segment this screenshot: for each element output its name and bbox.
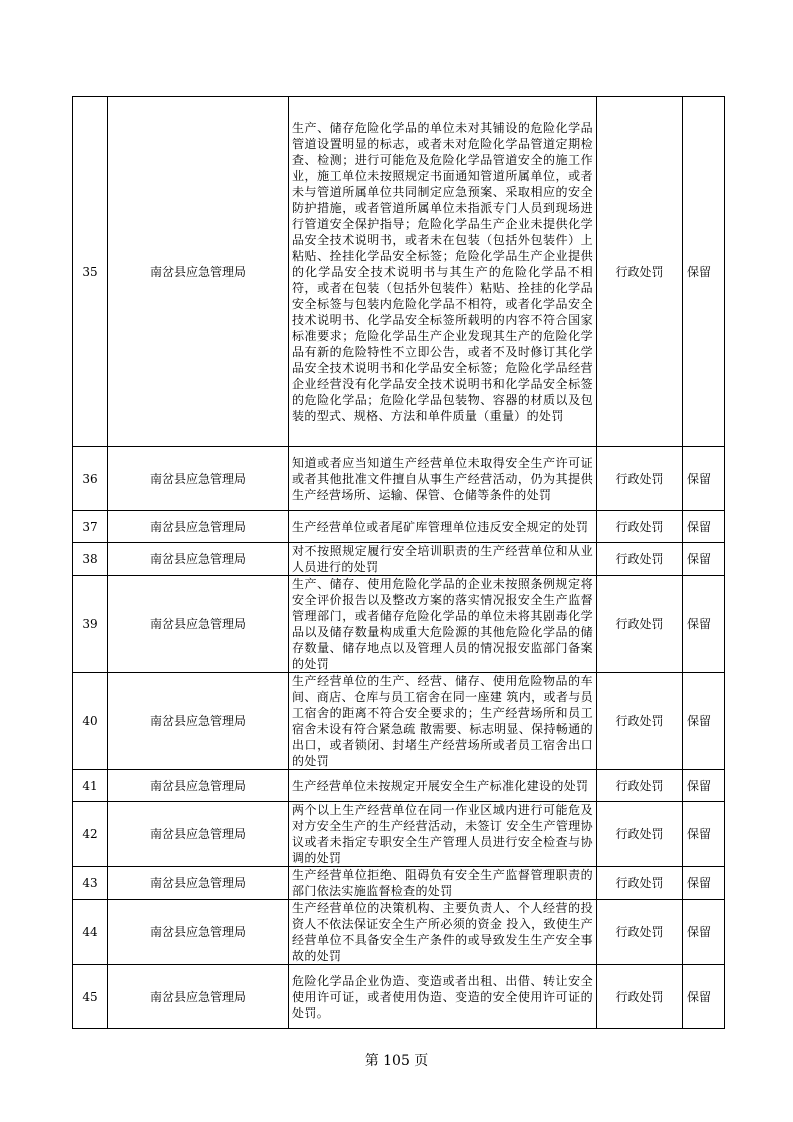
department-cell: 南岔县应急管理局 [108,770,289,802]
status-cell: 保留 [683,543,725,576]
power-type-cell: 行政处罚 [597,511,683,543]
table-row [73,576,725,673]
records-table [72,96,725,1029]
status-cell: 保留 [683,802,725,867]
row-number-cell: 36 [73,447,108,511]
status-cell: 保留 [683,673,725,770]
penalty-item-cell: 危险化学品企业伪造、变造或者出租、出借、转让安全使用许可证，或者使用伪造、变造的安全使用许可证的处罚。 [289,965,597,1029]
department-cell: 南岔县应急管理局 [108,900,289,965]
penalty-item-cell: 对不按照规定履行安全培训职责的生产经营单位和从业人员进行的处罚 [289,543,597,576]
status-cell: 保留 [683,511,725,543]
department-cell: 南岔县应急管理局 [108,543,289,576]
table-row [73,447,725,511]
department-cell: 南岔县应急管理局 [108,965,289,1029]
power-type-cell: 行政处罚 [597,673,683,770]
status-cell: 保留 [683,867,725,900]
status-cell: 保留 [683,447,725,511]
power-type-cell: 行政处罚 [597,900,683,965]
power-type-cell: 行政处罚 [597,543,683,576]
row-number-cell: 39 [73,576,108,673]
power-type-cell: 行政处罚 [597,867,683,900]
status-cell: 保留 [683,900,725,965]
status-cell: 保留 [683,770,725,802]
penalty-item-cell: 生产、储存、使用危险化学品的企业未按照条例规定将安全评价报告以及整改方案的落实情况报安全生产监督管理部门，或者储存危险化学品的单位未将其剧毒化学品以及储存数量构成重大危险源的其他危险化学品的储存数量、储存地点以及管理人员的情况报安监部门备案的处罚 [289,576,597,673]
penalty-item-cell: 生产经营单位的决策机构、主要负责人、个人经营的投资人不依法保证安全生产所必须的资金 投入，致使生产经营单位不具备安全生产条件的或导致发生生产安全事故的处罚 [289,900,597,965]
power-type-cell: 行政处罚 [597,770,683,802]
power-type-cell: 行政处罚 [597,965,683,1029]
department-cell: 南岔县应急管理局 [108,867,289,900]
row-number-cell: 42 [73,802,108,867]
power-type-cell: 行政处罚 [597,576,683,673]
row-number-cell: 41 [73,770,108,802]
row-number-cell: 38 [73,543,108,576]
penalty-item-cell: 生产经营单位的生产、经营、储存、使用危险物品的车间、商店、仓库与员工宿舍在同一座建 筑内，或者与员工宿舍的距离不符合安全要求的；生产经营场所和员工宿舍未设有符合紧急疏 散需要、标志明显、保持畅通的出口，或者锁闭、封堵生产经营场所或者员工宿舍出口的处罚 [289,673,597,770]
penalty-item-cell: 知道或者应当知道生产经营单位未取得安全生产许可证或者其他批准文件擅自从事生产经营活动，仍为其提供生产经营场所、运输、保管、仓储等条件的处罚 [289,447,597,511]
department-cell: 南岔县应急管理局 [108,97,289,447]
department-cell: 南岔县应急管理局 [108,673,289,770]
table-row [73,900,725,965]
penalty-item-cell: 生产经营单位或者尾矿库管理单位违反安全规定的处罚 [289,511,597,543]
power-type-cell: 行政处罚 [597,97,683,447]
department-cell: 南岔县应急管理局 [108,802,289,867]
row-number-cell: 45 [73,965,108,1029]
row-number-cell: 35 [73,97,108,447]
status-cell: 保留 [683,576,725,673]
status-cell: 保留 [683,97,725,447]
table-row [73,511,725,543]
row-number-cell: 40 [73,673,108,770]
row-number-cell: 37 [73,511,108,543]
department-cell: 南岔县应急管理局 [108,511,289,543]
table-row [73,965,725,1029]
penalty-item-cell: 生产经营单位拒绝、阻碍负有安全生产监督管理职责的部门依法实施监督检查的处罚 [289,867,597,900]
penalty-item-cell: 生产、储存危险化学品的单位未对其铺设的危险化学品管道设置明显的标志，或者未对危险化学品管道定期检查、检测；进行可能危及危险化学品管道安全的施工作业，施工单位未按照规定书面通知管道所属单位，或者未与管道所属单位共同制定应急预案、采取相应的安全防护措施，或者管道所属单位未指派专门人员到现场进行管道安全保护指导；危险化学品生产企业未提供化学品安全技术说明书，或者未在包装（包括外包装件）上粘贴、拴挂化学品安全标签；危险化学品生产企业提供的化学品安全技术说明书与其生产的危险化学品不相符，或者在包装（包括外包装件）粘贴、拴挂的化学品安全标签与包装内危险化学品不相符，或者化学品安全技术说明书、化学品安全标签所载明的内容不符合国家标准要求；危险化学品生产企业发现其生产的危险化学品有新的危险特性不立即公告，或者不及时修订其化学品安全技术说明书和化学品安全标签；危险化学品经营企业经营没有化学品安全技术说明书和化学品安全标签的危险化学品；危险化学品包装物、容器的材质以及包装的型式、规格、方法和单件质量（重量）的处罚 [289,97,597,447]
table-row [73,543,725,576]
row-number-cell: 44 [73,900,108,965]
row-number-cell: 43 [73,867,108,900]
table-row [73,673,725,770]
page-number: 第 105 页 [364,1053,429,1069]
table-row [73,867,725,900]
penalty-item-cell: 两个以上生产经营单位在同一作业区域内进行可能危及对方安全生产的生产经营活动，未签订 安全生产管理协议或者未指定专职安全生产管理人员进行安全检查与协调的处罚 [289,802,597,867]
table-row [73,97,725,447]
status-cell: 保留 [683,965,725,1029]
department-cell: 南岔县应急管理局 [108,447,289,511]
penalty-item-cell: 生产经营单位未按规定开展安全生产标准化建设的处罚 [289,770,597,802]
power-type-cell: 行政处罚 [597,447,683,511]
table-row [73,770,725,802]
power-type-cell: 行政处罚 [597,802,683,867]
records-table-body [73,97,725,1029]
table-row [73,802,725,867]
department-cell: 南岔县应急管理局 [108,576,289,673]
